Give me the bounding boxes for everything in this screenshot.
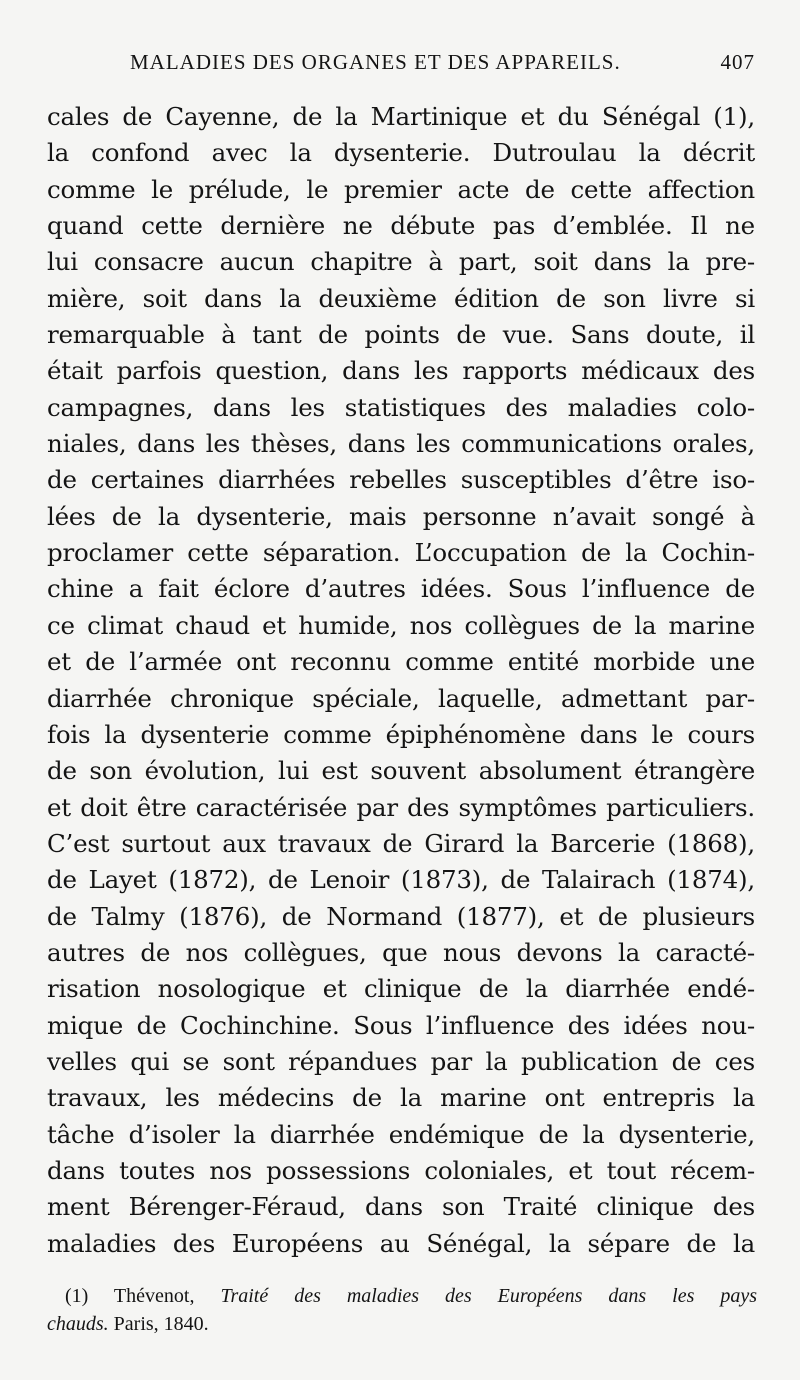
footnote-line-1 [47,1282,757,1310]
text-line: remarquable à tant de points de vue. Sans doute, il [47,320,755,350]
text-line: fois la dysenterie comme épiphénomène dans le cours [47,719,755,749]
text-line: ce climat chaud et humide, nos collègues de la marine [47,610,755,640]
text-line: chine a fait éclore d’autres idées. Sous l’influence de [47,574,755,604]
text-line: proclamer cette séparation. L’occupation de la Cochin- [47,538,755,568]
text-line: comme le prélude, le premier acte de cette affection [47,174,755,204]
text-line: de Talmy (1876), de Normand (1877), et de plusieurs [47,901,755,931]
text-line: de certaines diarrhées rebelles susceptibles d’être iso- [47,465,755,495]
text-line: maladies des Européens au Sénégal, la sépare de la [47,1228,755,1258]
footnote-title: Traité des maladies des Européens dans les pays [220,1285,757,1307]
text-line: de son évolution, lui est souvent absolument étrangère [47,756,755,786]
text-line: campagnes, dans les statistiques des maladies colo- [47,392,755,422]
text-line: lées de la dysenterie, mais personne n’avait songé à [47,501,755,531]
text-line: autres de nos collègues, que nous devons la caracté- [47,937,755,967]
text-line: C’est surtout aux travaux de Girard la Barcerie (1868), [47,828,755,858]
text-line: travaux, les médecins de la marine ont entrepris la [47,1083,755,1113]
text-line: était parfois question, dans les rapports médicaux des [47,356,755,386]
text-line: la confond avec la dysenterie. Dutroulau la décrit [47,138,755,168]
footnote-title-end: chauds. [47,1313,109,1335]
page-number: 407 [720,50,755,74]
footnote-line-2 [47,1310,757,1338]
text-line: mière, soit dans la deuxième édition de son livre si [47,283,755,313]
text-line: risation nosologique et clinique de la diarrhée endé- [47,974,755,1004]
running-title: MALADIES DES ORGANES ET DES APPAREILS. [130,50,621,74]
footnote-marker: (1) Thévenot, [65,1285,195,1307]
body-text [47,99,755,1262]
text-line: cales de Cayenne, de la Martinique et du Sénégal (1), [47,102,755,131]
text-line: et de l’armée ont reconnu comme entité morbide une [47,647,755,677]
text-line: niales, dans les thèses, dans les communications orales, [47,429,755,459]
text-line: velles qui se sont répandues par la publication de ces [47,1046,755,1076]
text-line: tâche d’isoler la diarrhée endémique de la dysenterie, [47,1119,755,1149]
text-line: ment Bérenger-Féraud, dans son Traité clinique des [47,1192,755,1222]
text-line: et doit être caractérisée par des symptômes particuliers. [47,792,755,822]
running-header [130,50,755,80]
text-line: de Layet (1872), de Lenoir (1873), de Talairach (1874), [47,865,755,895]
text-line: dans toutes nos possessions coloniales, et tout récem- [47,1155,755,1185]
text-line: lui consacre aucun chapitre à part, soit dans la pre- [47,247,755,277]
text-line: mique de Cochinchine. Sous l’influence des idées nou- [47,1010,755,1040]
footnote [47,1282,757,1338]
text-line: diarrhée chronique spéciale, laquelle, admettant par- [47,683,755,713]
footnote-imprint: Paris, 1840. [113,1313,209,1335]
text-line: quand cette dernière ne débute pas d’emblée. Il ne [47,211,755,241]
